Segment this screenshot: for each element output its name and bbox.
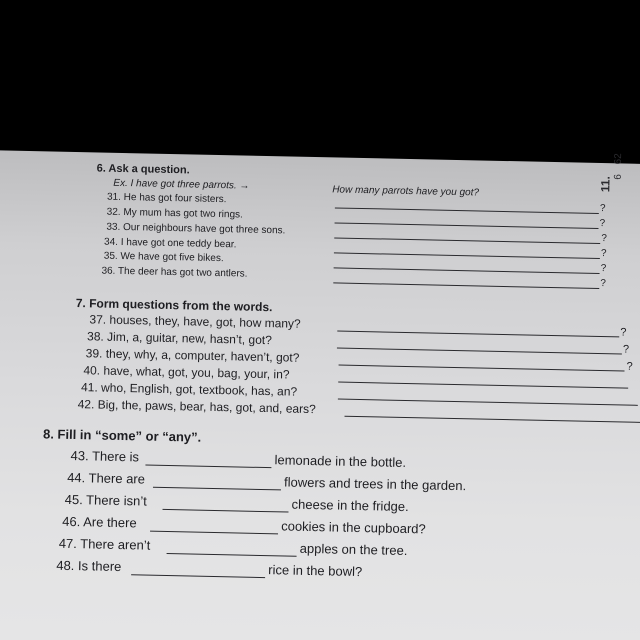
blank-43[interactable] [145, 465, 271, 469]
section-8-item-43-start: 43. There is [70, 447, 140, 465]
worksheet-page [0, 150, 640, 640]
section-8-item-48-end: rice in the bowl? [268, 562, 363, 580]
edge-number-6: 6 [612, 173, 624, 180]
section-8-item-46-start: 46. Are there [62, 513, 137, 531]
answer-line-41[interactable] [338, 399, 638, 406]
answer-line-39[interactable] [339, 365, 625, 372]
question-mark-31: ? [599, 202, 606, 215]
blank-48[interactable] [131, 574, 265, 578]
answer-line-38[interactable] [337, 348, 622, 355]
section-8-item-47-start: 47. There aren’t [58, 535, 151, 553]
blank-47[interactable] [167, 553, 297, 557]
edge-number-11: 11. [598, 175, 613, 193]
section-6-item-34: 34. I have got one teddy bear. [103, 236, 237, 251]
section-6-item-36: 36. The deer has got two antlers. [101, 265, 248, 280]
section-6-item-31: 31. He has got four sisters. [106, 191, 227, 206]
question-mark-37: ? [620, 326, 627, 339]
section-6-item-33: 33. Our neighbours have got three sons. [106, 221, 286, 237]
section-8-item-44-end: flowers and trees in the garden. [283, 474, 467, 494]
section-7-item-42: 42. Big, the, paws, bear, has, got, and, ears? [77, 397, 316, 417]
section-7-title: 7. Form questions from the words. [75, 296, 273, 315]
section-8-item-46-end: cookies in the cupboard? [281, 518, 426, 537]
section-7-item-37: 37. houses, they, have, got, how many? [89, 312, 301, 331]
section-8-item-43-end: lemonade in the bottle. [274, 452, 407, 470]
question-mark-39: ? [626, 360, 633, 373]
section-8-item-48-start: 48. Is there [56, 557, 122, 575]
section-6-example-answer: How many parrots have you got? [332, 184, 480, 199]
question-mark-36: ? [600, 278, 607, 290]
section-6-title: 6. Ask a question. [96, 162, 190, 177]
answer-line-37[interactable] [337, 331, 619, 338]
section-8-title: 8. Fill in “some” or “any”. [42, 426, 202, 445]
answer-line-34[interactable] [334, 252, 600, 259]
blank-46[interactable] [150, 531, 278, 535]
question-mark-32: ? [599, 217, 606, 230]
answer-line-35[interactable] [334, 267, 600, 274]
section-7-item-41: 41. who, English, got, textbook, has, an? [80, 380, 298, 399]
answer-line-31[interactable] [335, 207, 599, 214]
section-8-item-47-end: apples on the tree. [299, 540, 408, 559]
question-mark-35: ? [600, 263, 607, 275]
section-8-item-45-end: cheese in the fridge. [291, 496, 409, 515]
edge-number-62: 62 [612, 153, 625, 165]
section-7-item-40: 40. have, what, got, you, bag, your, in? [83, 363, 290, 382]
section-8-item-45-start: 45. There isn’t [64, 491, 147, 509]
blank-45[interactable] [163, 509, 289, 513]
question-mark-33: ? [601, 233, 607, 245]
question-mark-38: ? [622, 343, 630, 356]
blank-44[interactable] [153, 487, 281, 491]
section-7-item-38: 38. Jim, a, guitar, new, hasn’t, got? [86, 329, 273, 348]
section-8-item-44-start: 44. There are [67, 469, 146, 487]
question-mark-34: ? [600, 248, 607, 260]
section-7-item-39: 39. they, why, a, computer, haven’t, got? [85, 346, 300, 365]
answer-line-42[interactable] [344, 416, 640, 423]
answer-line-32[interactable] [335, 222, 599, 229]
section-6-example: Ex. I have got three parrots. → [113, 177, 250, 192]
section-6-item-35: 35. We have got five bikes. [103, 250, 224, 265]
answer-line-33[interactable] [334, 237, 600, 244]
answer-line-40[interactable] [338, 382, 628, 389]
answer-line-36[interactable] [333, 282, 599, 289]
section-6-item-32: 32. My mum has got two rings. [106, 206, 243, 221]
